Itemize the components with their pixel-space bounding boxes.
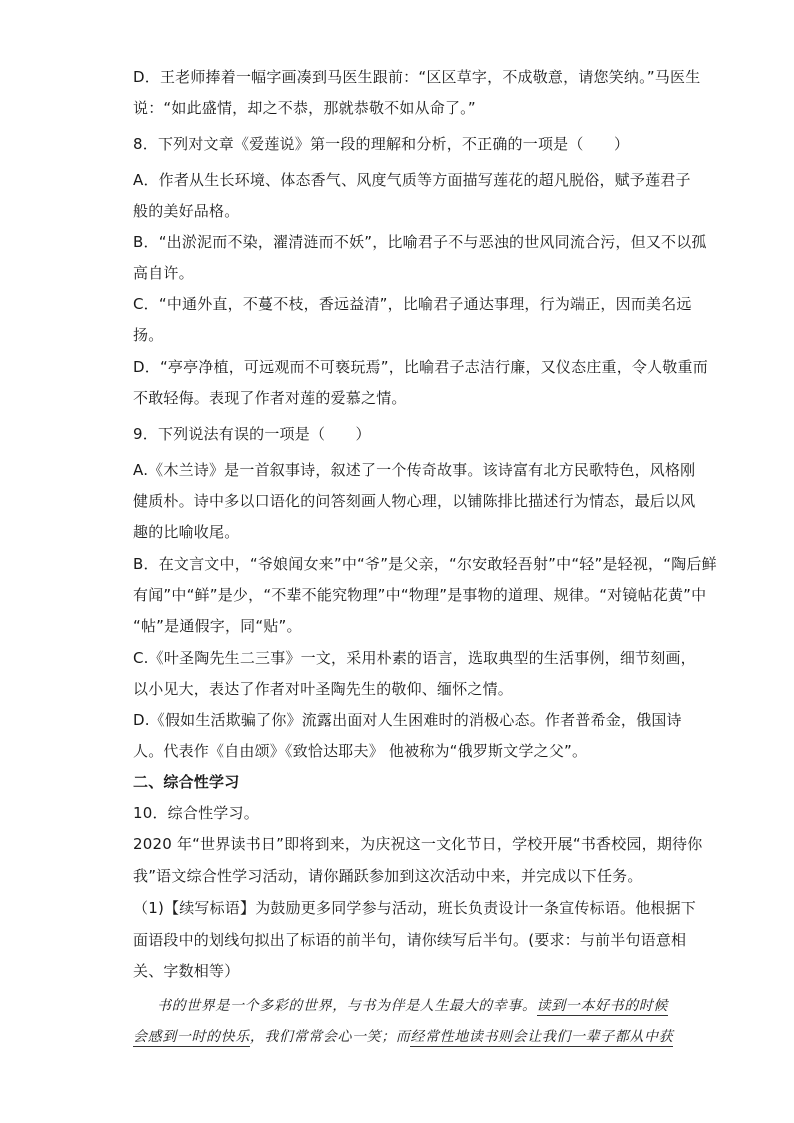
q8-option-c-line-1: C．“中通外直，不蔓不枝，香远益清”，比喻君子通达事理，行为端正，因而美名远	[133, 295, 692, 313]
q10-intro-line-1: 2020 年“世界读书日”即将到来，为庆祝这一文化节日，学校开展“书香校园，期待你	[133, 835, 703, 853]
q8-option-a-line-1: A．作者从生长环境、体态香气、风度气质等方面描写莲花的超凡脱俗，赋予莲君子	[133, 171, 691, 189]
q9-stem: 9．下列说法有误的一项是（ ）	[133, 425, 371, 443]
underlined-sentence: 会感到一时的快乐	[133, 1029, 250, 1045]
q8-option-d-line-1: D．“亭亭净植，可远观而不可亵玩焉”，比喻君子志洁行廉，又仪态庄重，令人敬重而	[133, 358, 708, 376]
q9-option-a-line-2: 健质朴。诗中多以口语化的问答刻画人物心理，以铺陈排比描述行为情态，最后以风	[133, 492, 696, 510]
q9-option-b-line-3: “帖”是通假字，同“贴”。	[133, 617, 302, 635]
q9-option-a-line-1: A.《木兰诗》是一首叙事诗，叙述了一个传奇故事。该诗富有北方民歌特色，风格刚	[133, 461, 696, 479]
q9-option-b-line-2: 有闻”中“鲜”是少，“不辈不能究物理”中“物理”是事物的道理、规律。“对镜帖花黄”中	[133, 586, 707, 604]
q8-stem: 8．下列对文章《爱莲说》第一段的理解和分析，不正确的一项是（ ）	[133, 135, 630, 153]
q9-option-c-line-2: 以小见大，表达了作者对叶圣陶先生的敬仰、缅怀之情。	[133, 680, 514, 698]
q7-option-d-line-1: D．王老师捧着一幅字画凑到马医生跟前：“区区草字，不成敬意，请您笑纳。”马医生	[133, 68, 701, 86]
q10-task1-line-3: 关、字数相等）	[133, 962, 240, 980]
passage-line-1	[157, 996, 668, 1016]
q10-task1-line-1: （1)【续写标语】为鼓励更多同学参与活动，班长负责设计一条宣传标语。他根据下	[133, 899, 696, 917]
q8-option-a-line-2: 般的美好品格。	[133, 202, 240, 220]
q9-option-b-line-1: B．在文言文中，“爷娘闻女来”中“爷”是父亲，“尔安敢轻吾射”中“轻”是轻视，“陶后鲜	[133, 555, 717, 573]
q8-option-d-line-2: 不敢轻侮。表现了作者对莲的爱慕之情。	[133, 389, 407, 407]
q9-option-d-line-2: 人。代表作《自由颂》《致恰达耶夫》 他被称为“俄罗斯文学之父”。	[133, 742, 588, 760]
q10-task1-line-2: 面语段中的划线句拟出了标语的前半句，请你续写后半句。(要求：与前半句语意相	[133, 931, 687, 949]
underlined-sentence: 经常性地读书则会让我们一辈子都从中获	[410, 1029, 674, 1045]
underlined-sentence: 读到一本好书的时候	[536, 998, 669, 1014]
q8-option-b-line-2: 高自许。	[133, 264, 194, 282]
passage-text: 书的世界是一个多彩的世界，与书为伴是人生最大的幸事。	[157, 998, 537, 1014]
q10-intro-line-2: 我”语文综合性学习活动，请你踊跃参加到这次活动中来，并完成以下任务。	[133, 867, 643, 885]
q8-option-b-line-1: B．“出淤泥而不染，濯清涟而不妖”，比喻君子不与恶浊的世风同流合污，但又不以孤	[133, 233, 707, 251]
q7-option-d-line-2: 说：“如此盛情，却之不恭，那就恭敬不如从命了。”	[133, 99, 476, 117]
passage-line-2	[133, 1027, 673, 1047]
q9-option-c-line-1: C.《叶圣陶先生二三事》一文，采用朴素的语言，选取典型的生活事例，细节刻画，	[133, 649, 696, 667]
q8-option-c-line-2: 扬。	[133, 326, 164, 344]
q10-stem: 10．综合性学习。	[133, 804, 259, 822]
passage-text: ，我们常常会心一笑；而	[249, 1029, 411, 1045]
q9-option-d-line-1: D.《假如生活欺骗了你》流露出面对人生困难时的消极心态。作者普希金，俄国诗	[133, 711, 682, 729]
q9-option-a-line-3: 趣的比喻收尾。	[133, 523, 240, 541]
section-2-heading: 二、综合性学习	[133, 773, 240, 791]
